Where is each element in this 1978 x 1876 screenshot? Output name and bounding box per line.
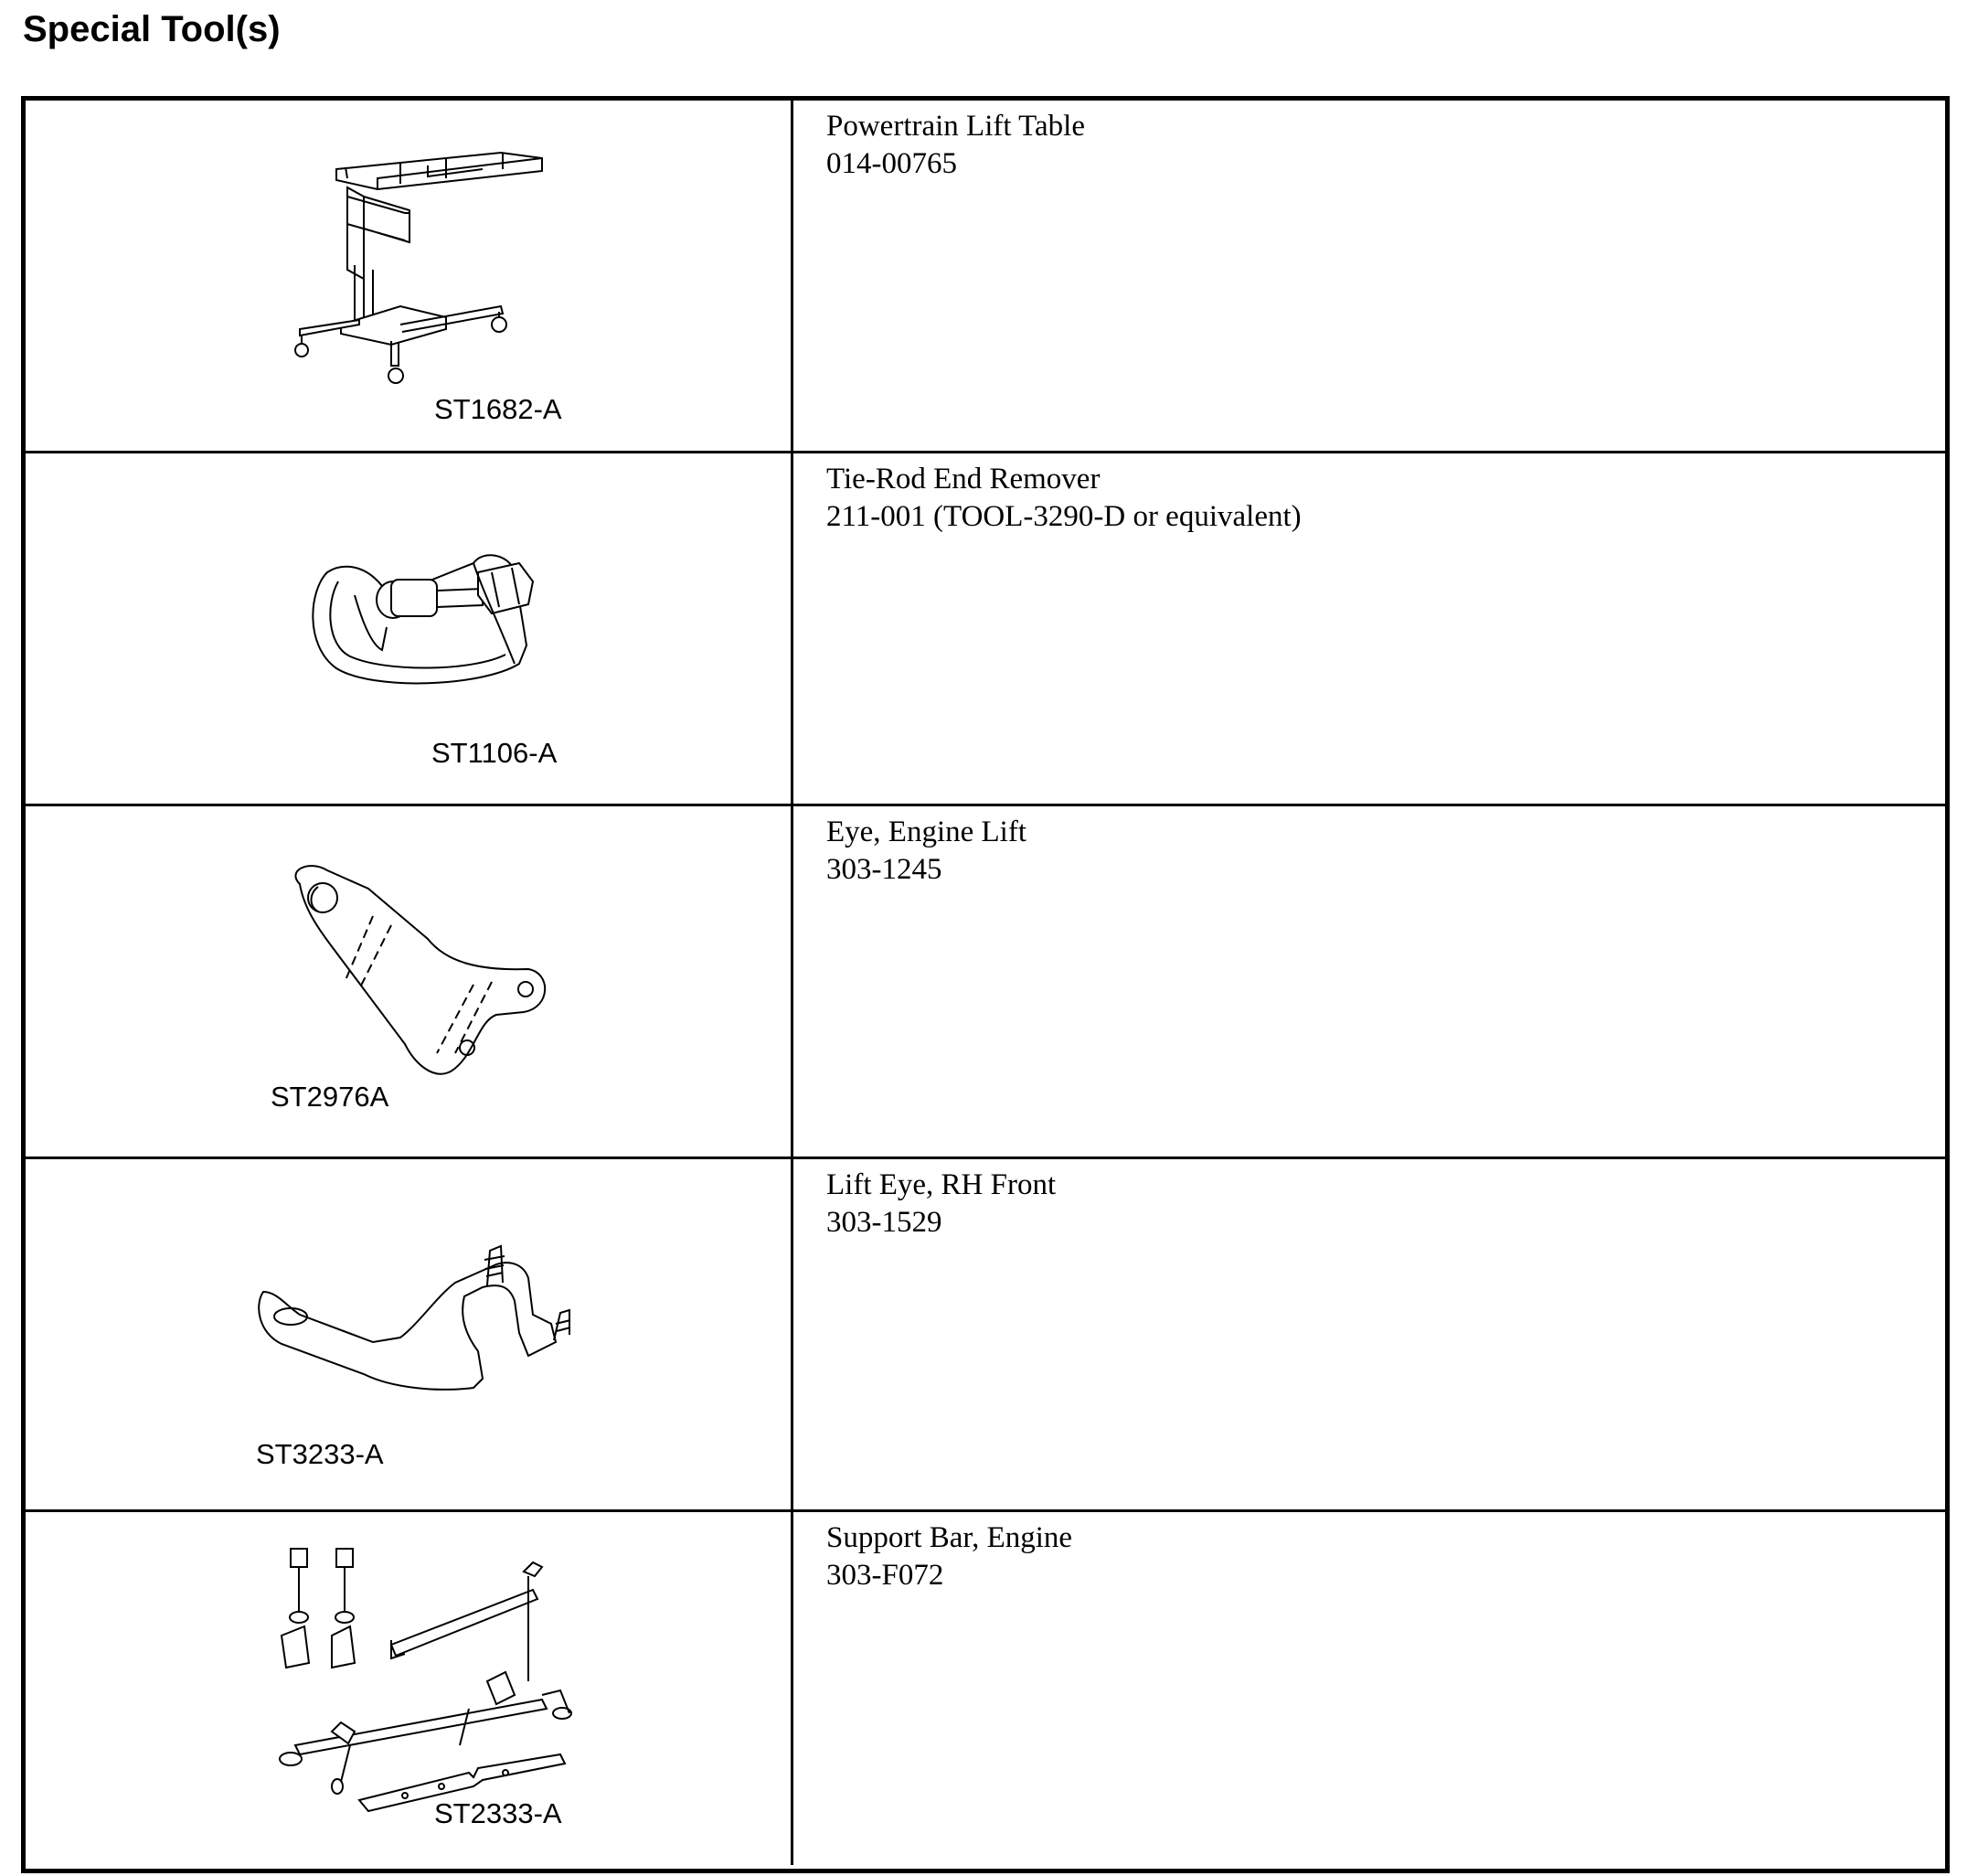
tool-illustration-cell [26,1159,793,1509]
illustration-code: ST2333-A [434,1797,562,1829]
tool-name: Tie-Rod End Remover [826,463,1101,496]
tool-number: 303-1529 [826,1206,942,1239]
tool-name: Powertrain Lift Table [826,110,1085,143]
tool-name: Lift Eye, RH Front [826,1168,1057,1201]
illustration-code: ST1106-A [431,737,558,769]
tool-illustration-cell [26,1512,793,1865]
tool-illustration-cell [26,806,793,1157]
tool-description-cell [796,101,1945,451]
special-tools-table [21,96,1950,1873]
tool-description-cell [796,453,1945,804]
tool-row-support-bar-engine [26,1512,1945,1865]
lift-eye-rh-front-illustration [254,1232,601,1443]
tool-description-cell [796,1159,1945,1509]
tool-illustration-cell [26,453,793,804]
tool-name: Eye, Engine Lift [826,815,1027,848]
tool-number: 303-F072 [826,1559,944,1592]
tool-description-cell [796,806,1945,1157]
illustration-code: ST2976A [271,1081,389,1113]
illustration-code: ST3233-A [256,1438,384,1470]
tool-description-cell [796,1512,1945,1865]
tool-row-tie-rod-end-remover [26,453,1945,806]
tool-row-powertrain-lift-table [26,101,1945,453]
tool-number: 211-001 (TOOL-3290-D or equivalent) [826,500,1302,533]
tie-rod-end-remover-illustration [300,517,592,700]
tool-row-lift-eye-rh-front [26,1159,1945,1512]
tool-row-eye-engine-lift [26,806,1945,1159]
tool-illustration-cell [26,101,793,451]
illustration-code: ST1682-A [434,393,562,425]
page-title: Special Tool(s) [23,9,281,49]
tool-number: 303-1245 [826,853,942,886]
eye-engine-lift-illustration [268,861,579,1090]
powertrain-lift-table-illustration [291,142,565,389]
support-bar-engine-illustration [268,1535,606,1828]
tool-name: Support Bar, Engine [826,1521,1073,1554]
tool-number: 014-00765 [826,147,957,180]
